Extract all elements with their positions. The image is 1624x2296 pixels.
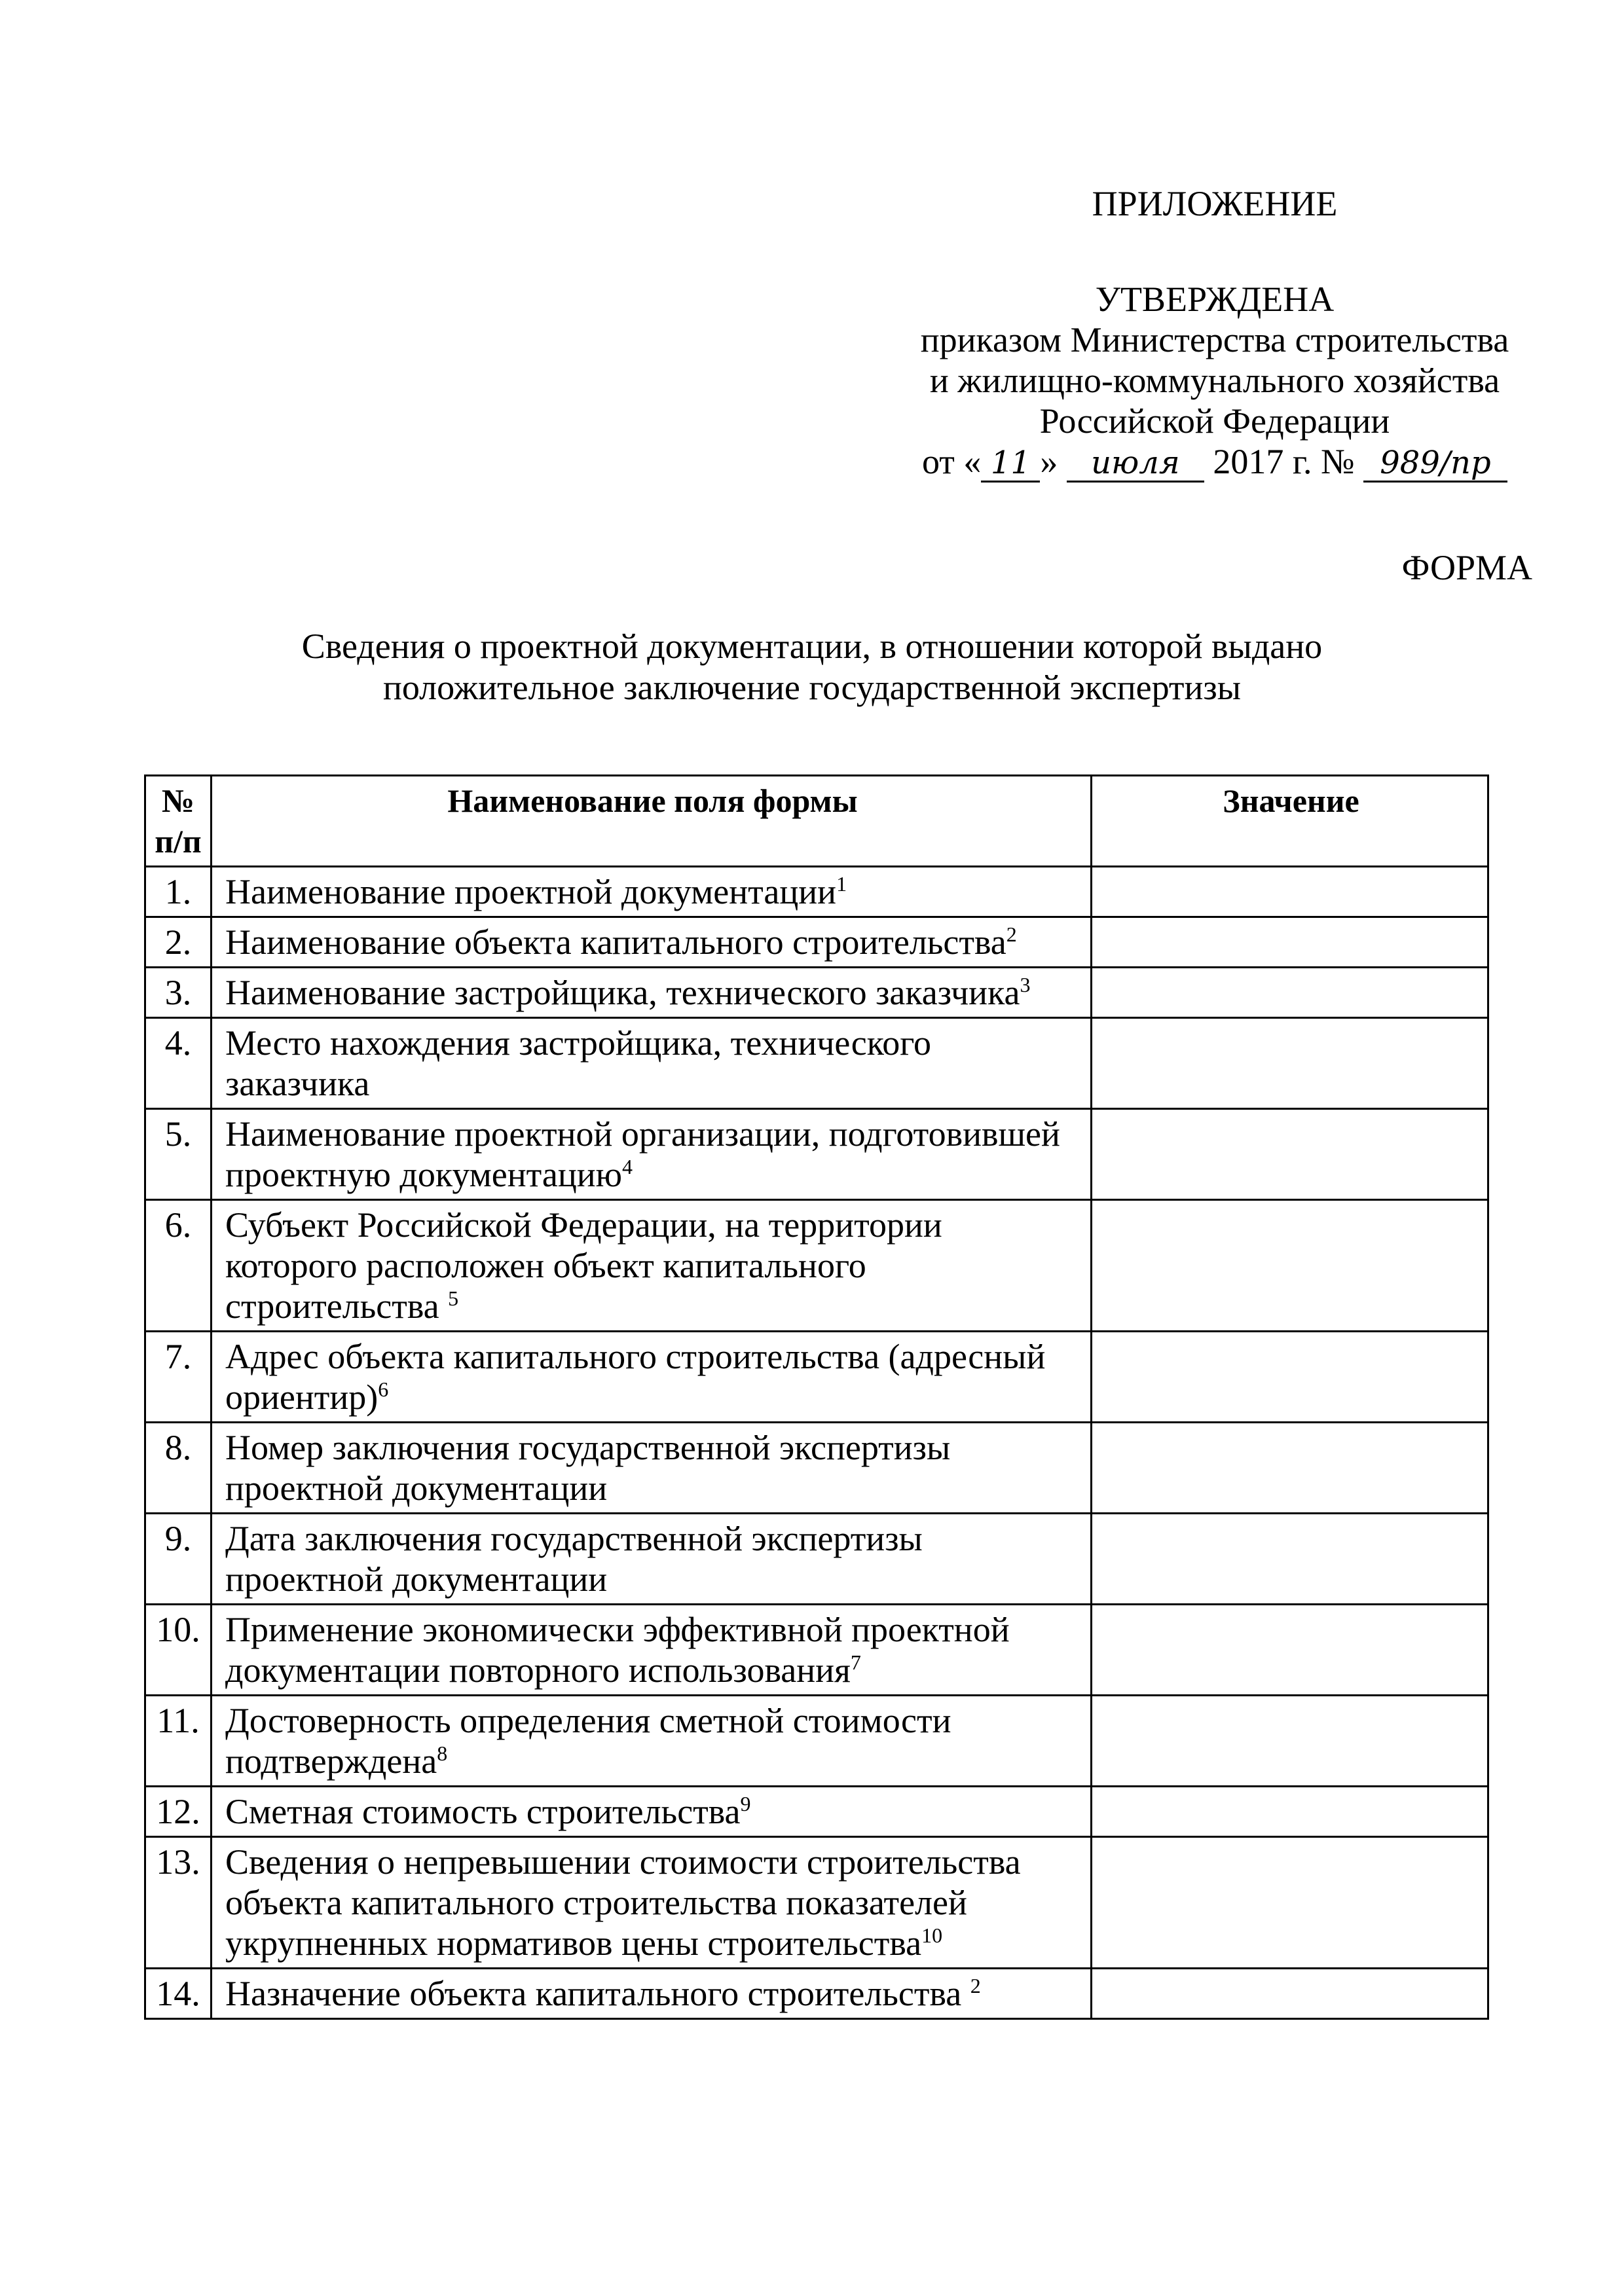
row-value-cell[interactable] (1092, 1787, 1488, 1837)
row-field-text: Сметная стоимость строительства (225, 1792, 741, 1831)
table-row (145, 1200, 1488, 1332)
row-field-name (212, 1332, 1092, 1423)
row-value-cell[interactable] (1092, 1332, 1488, 1423)
row-footnote-mark: 7 (850, 1650, 861, 1674)
row-field-text: Наименование объекта капитального строительства (225, 922, 1006, 962)
row-number: 10. (145, 1605, 212, 1696)
row-number: 13. (145, 1837, 212, 1969)
row-footnote-mark: 1 (836, 872, 847, 896)
table-row (145, 1969, 1488, 2019)
order-line-1: приказом Министерства строительства (920, 320, 1509, 359)
row-value-cell[interactable] (1092, 1969, 1488, 2019)
approval-block (851, 183, 1578, 483)
row-field-text: Достоверность определения сметной стоимости подтверждена (225, 1701, 951, 1781)
header-value: Значение (1092, 776, 1488, 867)
row-field-name (212, 1109, 1092, 1200)
row-number: 7. (145, 1332, 212, 1423)
row-value-cell[interactable] (1092, 867, 1488, 917)
row-footnote-mark: 8 (437, 1741, 448, 1765)
row-value-cell[interactable] (1092, 1423, 1488, 1514)
row-footnote-mark: 2 (970, 1974, 981, 1997)
header-num (145, 776, 212, 867)
row-number: 1. (145, 867, 212, 917)
row-field-name (212, 917, 1092, 968)
table-row (145, 1696, 1488, 1787)
row-number: 4. (145, 1018, 212, 1109)
table-row (145, 1332, 1488, 1423)
row-footnote-mark: 2 (1006, 922, 1017, 946)
handwritten-day: 11 (981, 445, 1040, 483)
handwritten-order-number: 989/пр (1363, 445, 1507, 483)
table-row (145, 1837, 1488, 1969)
table-row (145, 1514, 1488, 1605)
row-field-name (212, 1696, 1092, 1787)
row-footnote-mark: 10 (921, 1923, 943, 1947)
table-row (145, 917, 1488, 968)
row-value-cell[interactable] (1092, 1696, 1488, 1787)
row-value-cell[interactable] (1092, 917, 1488, 968)
row-number: 3. (145, 968, 212, 1018)
row-field-text: Номер заключения государственной экспертизы проектной документации (225, 1428, 951, 1508)
order-line-2: и жилищно-коммунального хозяйства (929, 361, 1500, 400)
row-value-cell[interactable] (1092, 1605, 1488, 1696)
table-row (145, 1605, 1488, 1696)
table-header-row (145, 776, 1488, 867)
row-field-text: Место нахождения застройщика, технического заказчика (225, 1023, 931, 1103)
date-year: 2017 г. № (1213, 442, 1355, 481)
form-label: ФОРМА (1401, 548, 1532, 587)
row-value-cell[interactable] (1092, 1109, 1488, 1200)
row-field-name (212, 1423, 1092, 1514)
row-field-text: Наименование проектной организации, подготовившей проектную документацию (225, 1114, 1060, 1194)
row-field-name (212, 1787, 1092, 1837)
date-prefix: от « (922, 442, 982, 481)
row-footnote-mark: 9 (740, 1792, 751, 1815)
row-field-name (212, 1837, 1092, 1969)
table-row (145, 968, 1488, 1018)
row-value-cell[interactable] (1092, 1514, 1488, 1605)
table-row (145, 1109, 1488, 1200)
row-field-text: Назначение объекта капитального строительства (225, 1974, 970, 2013)
row-field-text: Наименование застройщика, технического заказчика (225, 973, 1020, 1012)
row-field-name (212, 867, 1092, 917)
handwritten-month: июля (1067, 445, 1204, 483)
title-line-2: положительное заключение государственной экспертизы (383, 668, 1241, 707)
row-field-text: Дата заключения государственной экспертизы проектной документации (225, 1519, 923, 1599)
document-title (196, 626, 1428, 708)
row-field-text: Адрес объекта капитального строительства (адресный ориентир) (225, 1337, 1046, 1417)
row-footnote-mark: 5 (448, 1286, 459, 1310)
row-field-text: Применение экономически эффективной проектной документации повторного использования (225, 1610, 1010, 1690)
header-field-name: Наименование поля формы (212, 776, 1092, 867)
row-field-text: Сведения о непревышении стоимости строительства объекта капитального строительства показателей укрупненных нормативов цены строительства (225, 1842, 1021, 1963)
appendix-label: ПРИЛОЖЕНИЕ (1092, 184, 1338, 223)
row-number: 8. (145, 1423, 212, 1514)
date-mid: » (1040, 442, 1058, 481)
row-number: 12. (145, 1787, 212, 1837)
row-number: 14. (145, 1969, 212, 2019)
row-value-cell[interactable] (1092, 1018, 1488, 1109)
row-footnote-mark: 6 (378, 1377, 389, 1401)
table-row (145, 1423, 1488, 1514)
title-line-1: Сведения о проектной документации, в отношении которой выдано (301, 627, 1323, 666)
row-value-cell[interactable] (1092, 1200, 1488, 1332)
row-field-name (212, 1605, 1092, 1696)
row-field-name (212, 1018, 1092, 1109)
row-number: 5. (145, 1109, 212, 1200)
row-field-text: Наименование проектной документации (225, 872, 837, 911)
row-value-cell[interactable] (1092, 968, 1488, 1018)
row-value-cell[interactable] (1092, 1837, 1488, 1969)
row-footnote-mark: 4 (622, 1155, 633, 1178)
row-field-name (212, 1969, 1092, 2019)
table-row (145, 1787, 1488, 1837)
row-number: 2. (145, 917, 212, 968)
approved-label: УТВЕРЖДЕНА (1095, 280, 1335, 319)
table-row (145, 1018, 1488, 1109)
row-field-name (212, 968, 1092, 1018)
header-num-line2: п/п (155, 823, 202, 860)
row-field-text: Субъект Российской Федерации, на территории которого расположен объект капитального строительства (225, 1205, 942, 1326)
order-date-line (922, 441, 1507, 483)
table-row (145, 867, 1488, 917)
form-fields-table (144, 774, 1489, 2020)
row-field-name (212, 1200, 1092, 1332)
row-field-name (212, 1514, 1092, 1605)
row-number: 11. (145, 1696, 212, 1787)
row-footnote-mark: 3 (1020, 973, 1031, 996)
header-num-line1: № (161, 782, 195, 819)
row-number: 9. (145, 1514, 212, 1605)
order-line-3: Российской Федерации (1039, 401, 1390, 441)
row-number: 6. (145, 1200, 212, 1332)
